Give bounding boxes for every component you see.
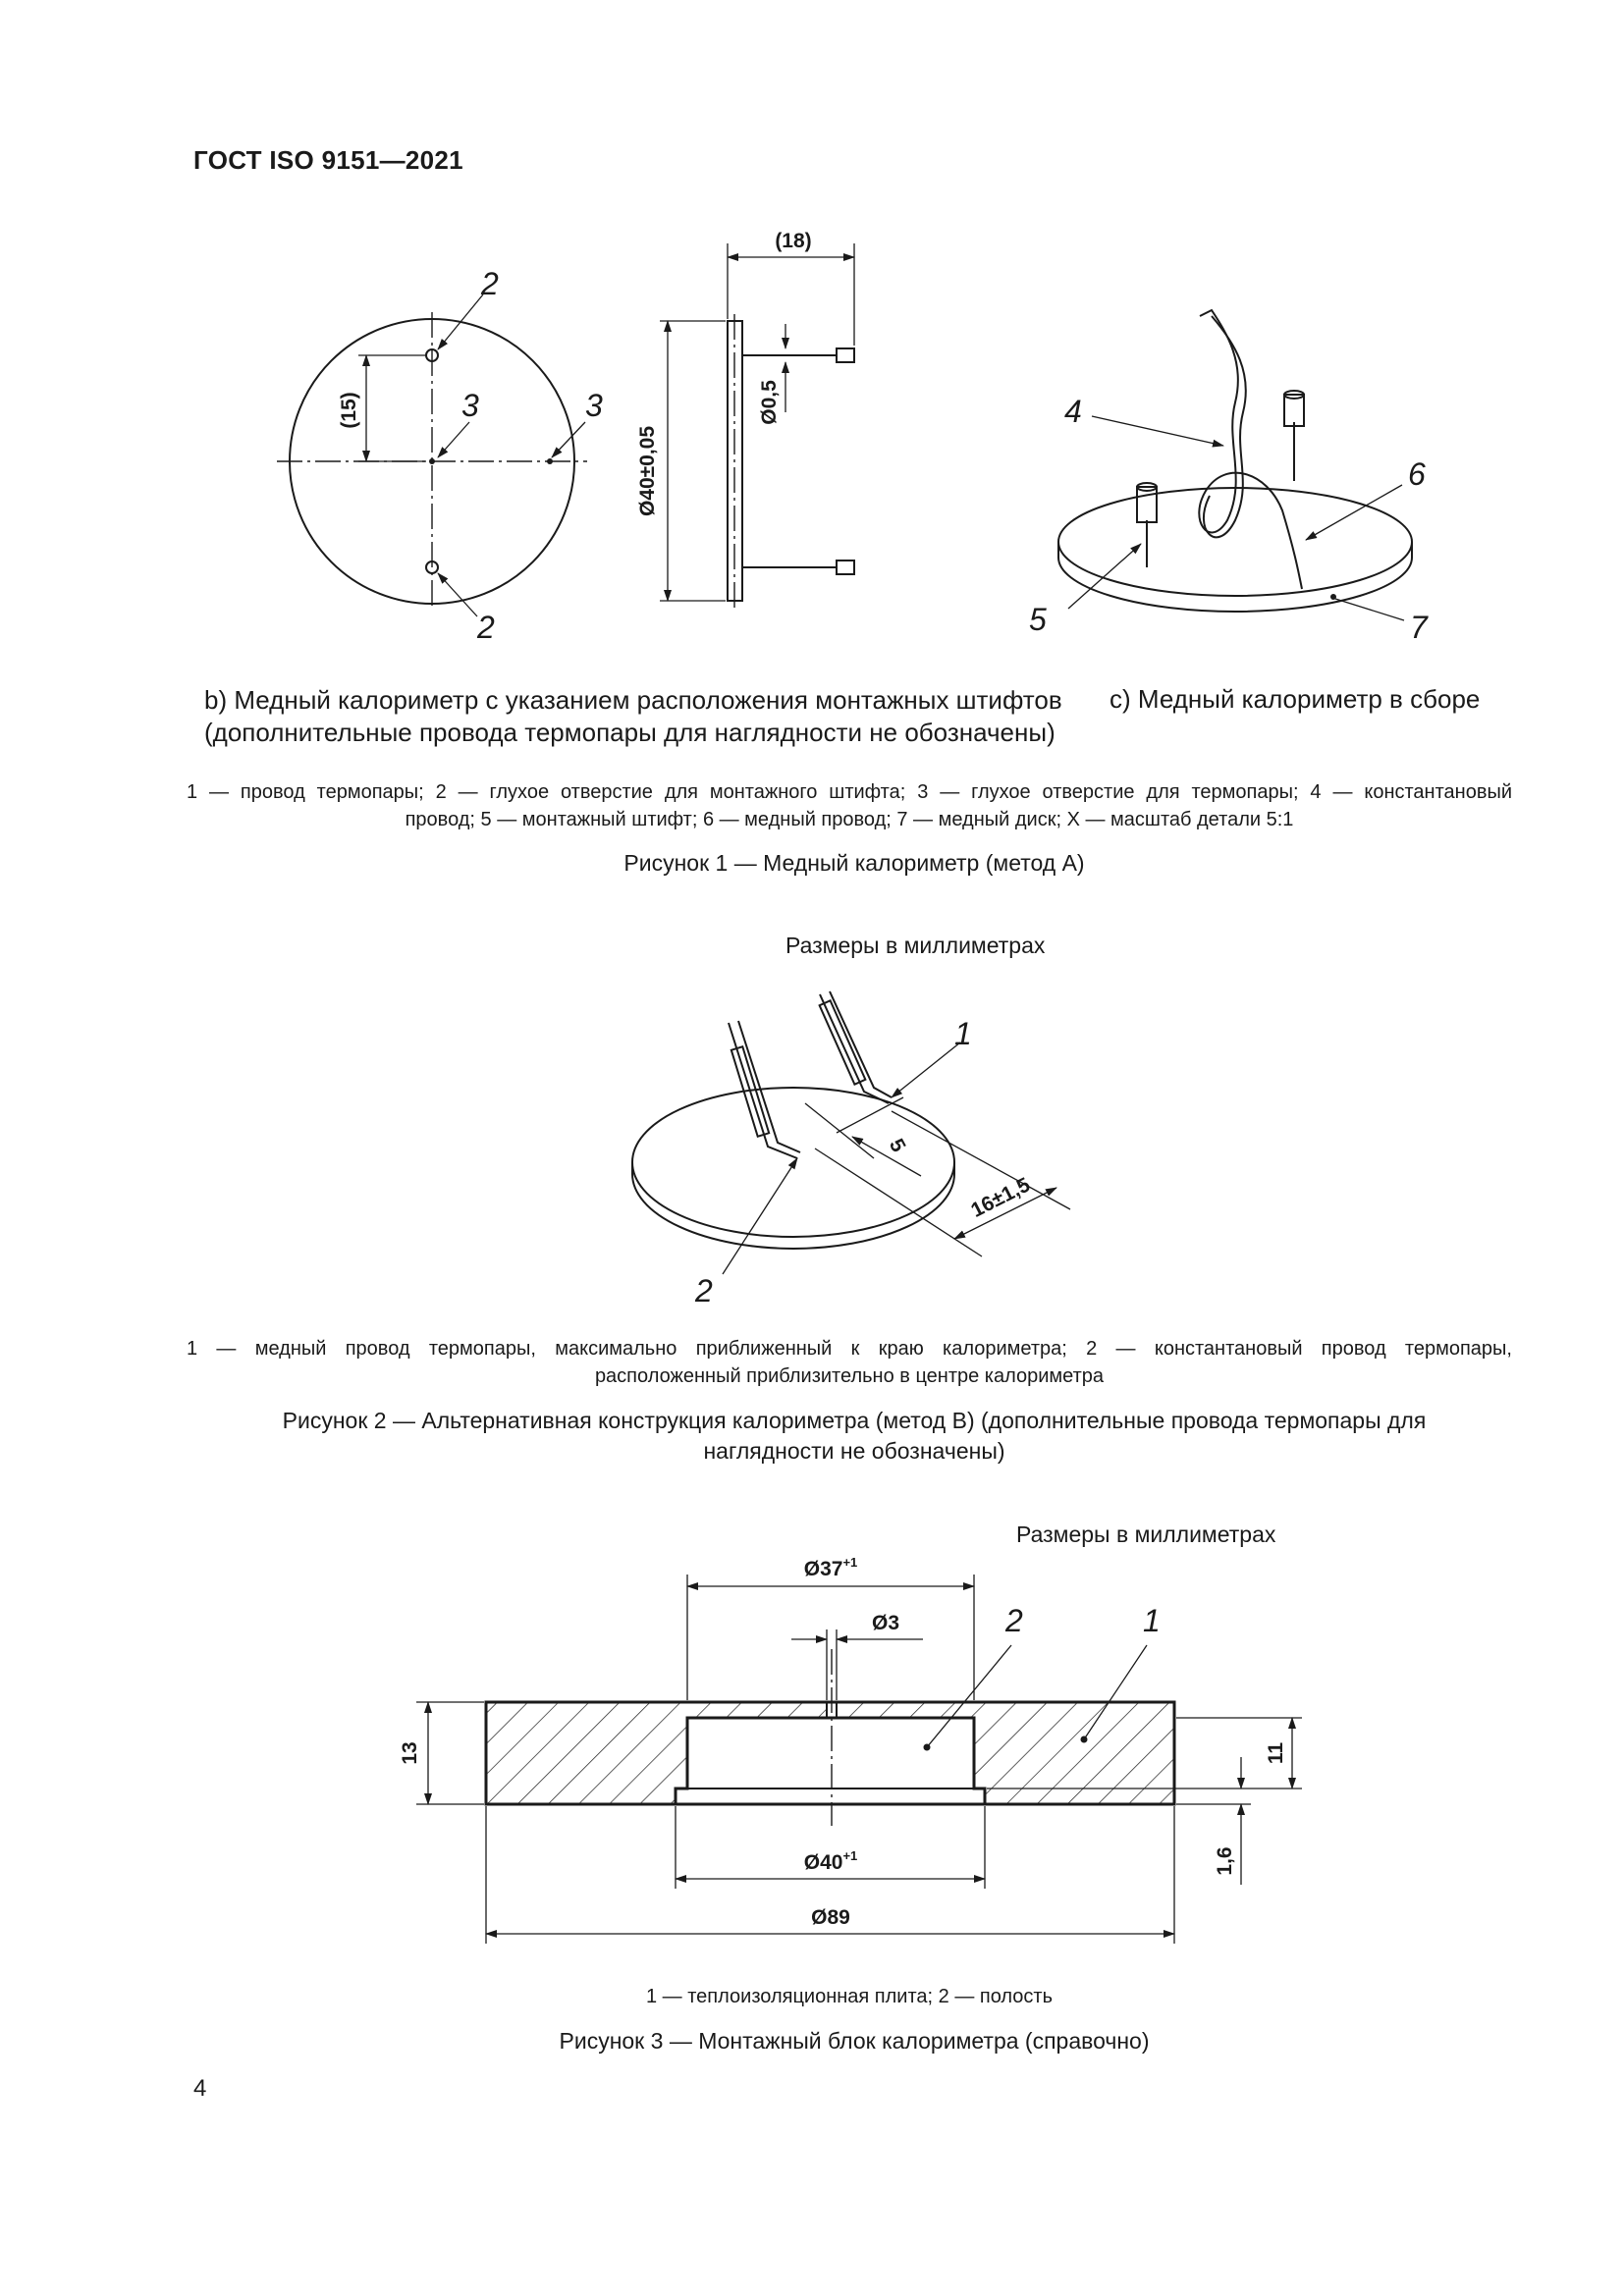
callout-3-center: 3 (461, 388, 479, 423)
fig2-callout-1: 1 (954, 1016, 972, 1051)
figure2-title: Рисунок 2 — Альтернативная конструкция калориметра (метод В) (дополнительные провода термопары для наглядности не обозначены) (282, 1408, 1427, 1465)
figure3-legend: 1 — теплоизоляционная плита; 2 — полость (646, 1986, 1053, 2007)
figure1-caption-c: c) Медный калориметр в сборе (1110, 684, 1481, 714)
callout-2-bottom: 2 (477, 610, 495, 645)
dim-13: 13 (399, 1741, 421, 1765)
figure3-title: Рисунок 3 — Монтажный блок калориметра (справочно) (559, 2028, 1150, 2054)
page-number: 4 (193, 2075, 207, 2102)
callout-5: 5 (1029, 602, 1047, 637)
callout-4: 4 (1064, 394, 1082, 429)
dim-89: Ø89 (811, 1906, 850, 1929)
figure2-units-note: Размеры в миллиметрах (785, 933, 1046, 958)
dim-40: $Ø40^{+1}$ (803, 1848, 858, 1874)
figure1-title: Рисунок 1 — Медный калориметр (метод А) (623, 850, 1085, 876)
dim-11: 11 (1265, 1741, 1287, 1765)
dim-5: 5 (884, 1135, 910, 1156)
dim-18: (18) (775, 230, 812, 252)
figure1-caption-b: b) Медный калориметр с указанием расположения монтажных штифтов (дополнительные провода термопары для наглядности не обозначены) (204, 685, 1062, 748)
dim-37: $Ø37^{+1}$ (803, 1555, 858, 1580)
callout-7: 7 (1410, 610, 1428, 645)
fig3-callout-1: 1 (1143, 1603, 1161, 1638)
callout-3-right: 3 (585, 388, 603, 423)
page-header: ГОСТ ISO 9151—2021 (193, 145, 463, 175)
dim-40: Ø40±0,05 (636, 425, 659, 517)
dim-0-5: Ø0,5 (758, 380, 781, 425)
fig3-callout-2: 2 (1005, 1603, 1023, 1638)
dim-15: (15) (338, 392, 360, 429)
callout-2-top: 2 (481, 266, 499, 301)
fig2-callout-2: 2 (695, 1273, 713, 1308)
callout-6: 6 (1408, 456, 1426, 492)
figure1-legend: 1 — провод термопары; 2 — глухое отверстие для монтажного штифта; 3 — глухое отверстие для термопары; 4 — константановый провод; 5 — монтажный штифт; 6 — медный провод; 7 — медный диск; X — масштаб детали 5:1 (187, 781, 1512, 830)
dim-16: 16±1,5 (967, 1173, 1034, 1223)
figure2-legend: 1 — медный провод термопары, максимально приближенный к краю калориметра; 2 — константановый провод термопары, расположенный приблизительно в центре калориметра (187, 1338, 1512, 1387)
figure3-units-note: Размеры в миллиметрах (1016, 1522, 1276, 1547)
dim-1-6: 1,6 (1214, 1846, 1236, 1876)
mounting-block-section (399, 1555, 1302, 1944)
dim-3: Ø3 (872, 1612, 900, 1634)
